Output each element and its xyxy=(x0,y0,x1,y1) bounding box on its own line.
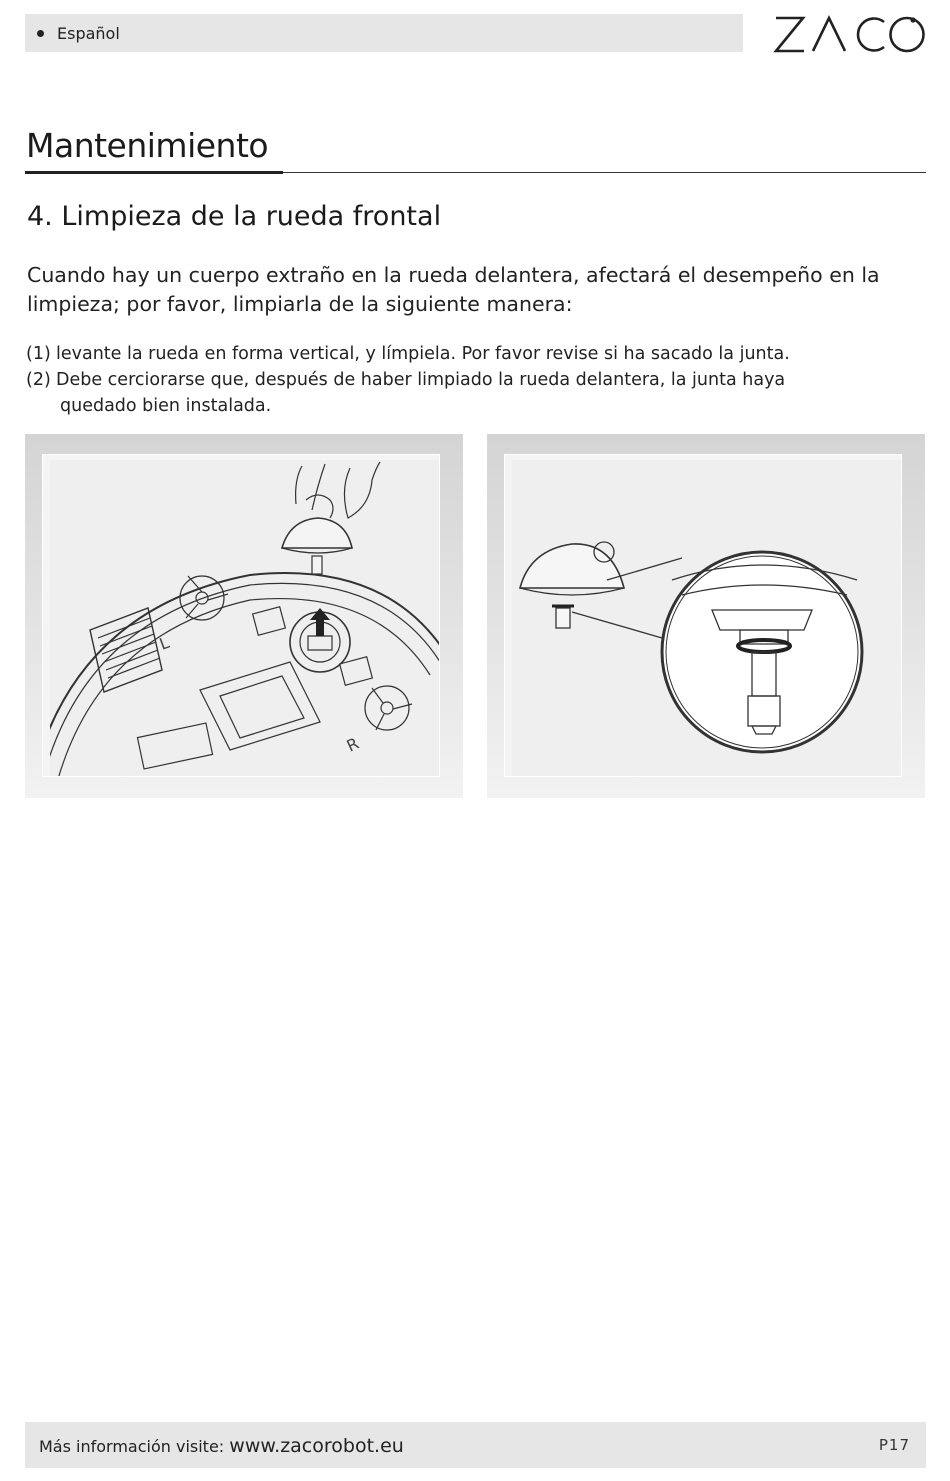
footer-info xyxy=(39,1435,404,1457)
step-item xyxy=(26,367,906,393)
right-brush-mark: R xyxy=(343,733,362,756)
left-brush-mark: L xyxy=(156,632,172,654)
robot-underside-illustration xyxy=(50,460,439,776)
step-number: (1) xyxy=(26,344,51,364)
footer-bar xyxy=(25,1422,926,1468)
intro-paragraph: Cuando hay un cuerpo extraño en la rueda delantera, afectará el desempeño en la limpieza; por favor, limpiarla de la siguiente manera: xyxy=(27,263,880,316)
step-text: Debe cerciorarse que, después de haber limpiado la rueda delantera, la junta haya xyxy=(56,370,786,390)
footer-label: Más información visite: xyxy=(39,1437,230,1456)
section-subtitle: 4. Limpieza de la rueda frontal xyxy=(27,201,442,232)
page-title: Mantenimiento xyxy=(26,126,269,165)
title-underline xyxy=(25,171,283,174)
figure-robot-underside xyxy=(25,434,463,798)
language-label: Español xyxy=(57,23,120,43)
figure-wheel-gasket xyxy=(487,434,925,798)
steps-list xyxy=(26,341,906,419)
step-text-continued: quedado bien instalada. xyxy=(60,396,272,416)
page-number: P17 xyxy=(878,1436,910,1454)
website-link[interactable]: www.zacorobot.eu xyxy=(229,1435,404,1457)
zaco-logo xyxy=(773,8,928,58)
language-bar xyxy=(25,14,743,52)
step-text: levante la rueda en forma vertical, y límpiela. Por favor revise si ha sacado la junta. xyxy=(56,344,790,364)
wheel-gasket-illustration xyxy=(512,460,901,776)
bullet-icon xyxy=(37,30,44,37)
step-number: (2) xyxy=(26,370,51,390)
step-item xyxy=(26,341,906,367)
